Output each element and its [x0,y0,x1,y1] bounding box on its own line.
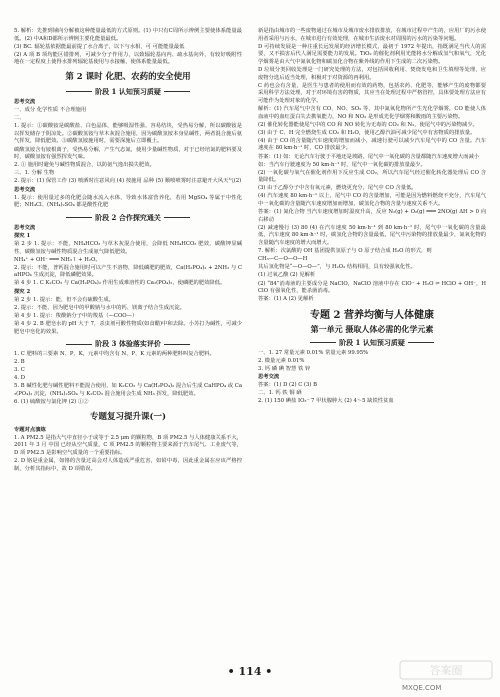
review-heading: 专题复习提升课(一) [89,411,167,422]
page-number: • 114 • [227,665,273,678]
text-line: 第 2 步 1. 提示：不能，NH₄HCO₃ 与草木灰混合使用，会降低 NH₄HCO₃ 肥效，碳酸钾显碱性，碳酸氢铵与碱性物质混合生成氨气降低肥效。 [14,240,242,255]
text-line: 第 4 步 1. 提示：羧酸钠分子中的羧基（—COO—） [14,312,138,319]
stage-1-heading-right: 阶段 1 认知预习质疑 [258,338,486,348]
text-line: 2. B [14,359,25,366]
subheading: 思考交流 [258,374,280,381]
text-line: 1. A PM2.5 是指大气中直径小于或等于 2.5 μm 的颗粒物，B 项 PM2.5 与人体健康关系不大，2011 年 3 月 中国 已经从空气质量，C 项 PM2.5 的颗粒物主要来源于汽车尾气、工业废气等，D 项 PM2.5 是影响空气质量的一个重要指标。 [14,434,242,457]
text-line: 答案：(1) A (2) 见解析 [258,296,314,303]
equation: NH₄⁺ + OH⁻ ═══ NH₃↑ + H₂O。 [14,256,101,263]
text-line: 其后氢化物是“—O—O—”，与 H₂O₂ 结构相同，具有较强氧化性。 [258,264,416,271]
text-line: 4. D [14,375,25,382]
text-line: 2. 提示：(1) 保管工作 (3) 喷洒时注意风向 (4) 按施用 品种 (5) 顺喷喷雾时注意避开大风天气(2) [14,178,242,185]
text-line: (2) 一氧化碳与氧气在催化剂作用下反应生成 CO₂，所以汽车尾气经过催化转化器处理后 CO 含量降低。 [258,169,486,184]
text-line: 探究 1 [14,232,31,239]
text-line: (2) “84”消毒液的主要成分是 NaClO，NaClO 溶液中存在 ClO⁻ + H₂O ⇌ HClO + OH⁻，HClO 有强氧化性，能杀菌消毒。 [258,280,486,295]
text-line: (2) 减速慢行 (3) 80 (4) 在汽车速度 50 km·h⁻¹ 到 80 km·h⁻¹ 时，尾气中一氧化碳的含量最低，汽车速度 80 km·h⁻¹ 时，碳氢化合物的含量最低，尾气中污染物的排放量最少，氮氧化物的含量随汽车速度的增大而增大。 [258,224,486,247]
text-line: 一、成分 化学性质 不合理施用 [14,107,87,114]
text-line: (1) 过氧乙酸 (2) 见解析 [258,272,316,279]
text-line: 第 4 步 2. B 肥皂水的 pH 大于 7，杀虫剂可酸性物质(如食醋)中和去除。小苏打为碱性，可减少肥皂中皂化的效果。 [14,320,242,335]
text-line: 第 4 步 1. C K₂CO₃ 与 Ca(H₂PO₄)₂ 作用生成难溶性的 Ca₃(PO₄)₂，使磷肥的肥效降低。 [14,280,226,287]
left-column [14,28,242,474]
text-line: 答案：(1) 如：无论汽车行驶于平地还是坡路，尾气中一氧化碳的含量都随汽车速度增大而减小 [258,153,480,160]
text-line: 2. D 铬是重金属，如铬的含量过高会对人体造成严重危害，如铅中毒，因此重金属在应该严格控制，分析其指标中，故 D 项错误。 [14,458,242,472]
text-line: (3) 由于 C、H 完全燃烧生成 CO₂ 和 H₂O，使用乙醇汽油可减少尾气中有害物质的排放量。 [258,129,476,136]
text-line: (4) 汽车速度 80 km·h⁻¹ 以上，尾气中 CO 的含量增加，可能是因为燃料燃烧不充分，汽车尾气中一氧化碳的含量随汽车速度增加而增加，碳氢化合物的含量与速度关系不大。 [258,193,486,208]
text-line: 碳酸氢铵含有铵根离子，受热易分解，产生气态氮，使用少量碱性物质，对于已经培氮的肥料要及时，碳酸氢铵有强烈挥发气味。 [14,146,242,161]
answer-5-part-3: (2) A 项 B 项均能区错排列，可减少分子作用力，以致辐轮基向内、疏水基向外，有较好吸附性地在一定程度上使得水排列辐轮基使用与水接触，使体系能量最低。 [14,51,242,66]
text-line: 1. 提示：①碳酸铵是碳酸盐、白色晶体，能够吸湿性强、容易结块，受热易分解，所以碳酸铵是以挥发储存于阴凉处。②碳酸氢铵与草木灰混合施用，因为碳酸氢铵本身显碱性，两者混合施后氨气挥发，降低肥效。③碳酸氢铵施用时，需要深施后立即覆土。 [14,123,242,145]
text-line: D 垃圾分类回收处理是一门研究处理的方法，对包括回收利用、焚烧发电和卫生填埋等处理，应废物分选后适当处理，积极对于对资源的再利用。 [258,66,486,81]
watermark-url: MXQE.COM [402,684,442,692]
text-line: 答案：(1) 氮化合物 当汽车速度增加时温度升高，反应 N₂(g) + O₂(g) ═══ 2NO(g) ΔH > 0 向右移动 [258,209,486,223]
text-line: 1. C 肥料的三要素 N、P、K，元素中均含有 N、P、K 元素的两种肥料叫复合肥料。 [14,351,215,358]
text-line: 2. (1) 150 碘盐 IO₃⁻ 7 甲状腺肿大 (2) 4～5 缺铁性贫血 [258,398,394,405]
subheading: 思考交流 [14,224,36,231]
answer-5-part-1: 5. 解析：先推到铺向分解被这种能量最低的方式原则。(1) 中只有C周所示辨例主要使体系能量最低。(2) 中A和D都所示辨例主要化能量最低。 [14,28,242,42]
topic-heading: 专题 2 营养均衡与人体健康 [310,309,434,321]
text-line: 2. 提示：不能，因为肥皂中的甲酸钠与水中的钙、镁离子结合生成沉淀。 [14,304,185,311]
unit-heading: 第一单元 摄取人体必需的化学元素 [310,323,434,334]
text-line: 5. B 碱性化肥与碱性肥料不能混合使用，如 K₂CO₃ 与 Ca(H₂PO₄)₂ 混合后生成 CaHPO₄ 或 Ca₃(PO₄)₂ 沉淀，(NH₄)₂SO₄ 与 K₂CO₃ 混合施用会生成 NH₃ 挥发，降低肥效。 [14,383,242,398]
text-line: 2. ① 施用时避免与碱性物质混合，以防氨气逸出损失肥效。 [14,162,155,169]
text-line: 答案：(1) D (2) C (3) B [258,382,318,389]
text-line: 二、 [14,115,25,122]
answer-5-part-2: (3) BC. 辐轮基依据能最前提了水合离子，以下与水相，可 可能能量最低 [14,43,185,50]
svg-text:答案圈: 答案圈 [429,664,463,677]
text-line: (4) 由于 CO 的含量随汽车速度的增加而减小，减速行驶可以减少汽车尾气中的 CO 含量。汽车速度在 80 km·h⁻¹ 时，CO 排放最少。 [258,137,486,152]
subheading: 思考交流 [14,98,36,105]
stage-3-heading: 阶段 3 体验落实评价 [14,339,242,349]
text-line: 一、1. 27 常量元素 0.01% 常量元素 99.95% [258,349,369,356]
stage-1-heading: 阶段 1 认知预习质疑 [14,87,242,97]
subheading: 专题对点演练 [14,426,46,433]
subheading: 思考交流 [14,186,36,193]
text-line: 三、1. 分解 生物 [14,170,55,177]
text-line: 6. (1) 硫酸铵与氯化钾 (2) ①② [14,399,89,406]
text-line: 7. 解析：次氯酸的 OH 基团提供氢原子与 O 原子结合成 H₂O 的形式，则 [258,248,432,255]
text-line: (3) 由于乙醇分子中含有氧元素，燃烧更充分，尾气中 CO 含量低。 [258,185,417,192]
stage-2-heading: 阶段 2 合作探究通关 [14,213,242,223]
text-line: 2. 提示：不能，普钙混合施用时可以产生不溶物，降低磷肥的肥效，Ca(H₂PO₄)₂ + 2NH₃ 与 CaHPO₄ 生成沉淀，降低磷肥效果。 [14,264,242,279]
text-line: 解析：(1) 汽车尾气中含有 CO、NO、SO₂ 等，其中氮氧化物所产生光化学烟雾，CO 能使人体血液中的血红蛋白失去携氧能力，NO 和 NO₂ 是形成光化学烟雾和酸雨的主要污染物。 [258,105,486,120]
structural-formula: CH₃—C—O—O—H [258,256,308,263]
text-line: 3. 钙 磷 碘 智慧 铁 锌 [258,365,311,372]
text-line: 1. 提示：使用量过多的化肥会随水流入水体，导致水体富营养化，若用 MgSO₄ 等属于中性化肥；NH₄Cl、(NH₄)₂SO₄ 都是酸性化肥 [14,194,242,209]
text-line: 新是指由城市的一些废物通过在城市及城市废水排放排放，在城市过程中产生的，应用厂的污水使用者采用与污水，在城市进行有效处理，在城市生活废水对周围的污水的污染等问题。 [258,28,486,42]
text-line: D 可持续发展是一种注重长远发展的经济增长模式，最初于 1972 年提出，指既满足当代人的需要，又不损害后代人满足需要能力的发展。TiO₂ 的催化剂利用光能将水分解成氢气和氧气，光化学烟雾是由大气中氮氧化物和碳氢化合物在紫外线的作用下生成的二次污染物。 [258,43,486,65]
text-line: (2) 催化转化器能使尾气中的 CO 和 NO 转化为无毒的 CO₂ 和 N₂，使尾气中的污染物减少。 [258,121,478,128]
text-line: 探究 2 [14,288,31,295]
text-line: 3. C [14,367,25,374]
lesson-title: 第 2 课时 化肥、农药的安全使用 [65,71,191,82]
text-line: 2. 微量元素 0.01% [258,357,305,364]
text-line: 如：当汽车行驶速度为 50 km·h⁻¹ 时，尾气中一氧化碳的排放量最少。 [258,161,426,168]
text-line: 二、1. 钙 铁 铜 硒 [258,390,302,397]
text-line: 第 2 步 1. 提示：能，但不会有硫酸生成。 [14,296,114,303]
right-column [258,28,486,406]
text-line: C 药也会有含量，是医生与患者的使用而有效的药物，包括农药、化肥等，能够产生的废物都要采用科学方法处理，对于对环境有害的物质，其应当在处理过程中严格管控，具体要处理方法应有可能作为处理对象的化学。 [258,82,486,104]
